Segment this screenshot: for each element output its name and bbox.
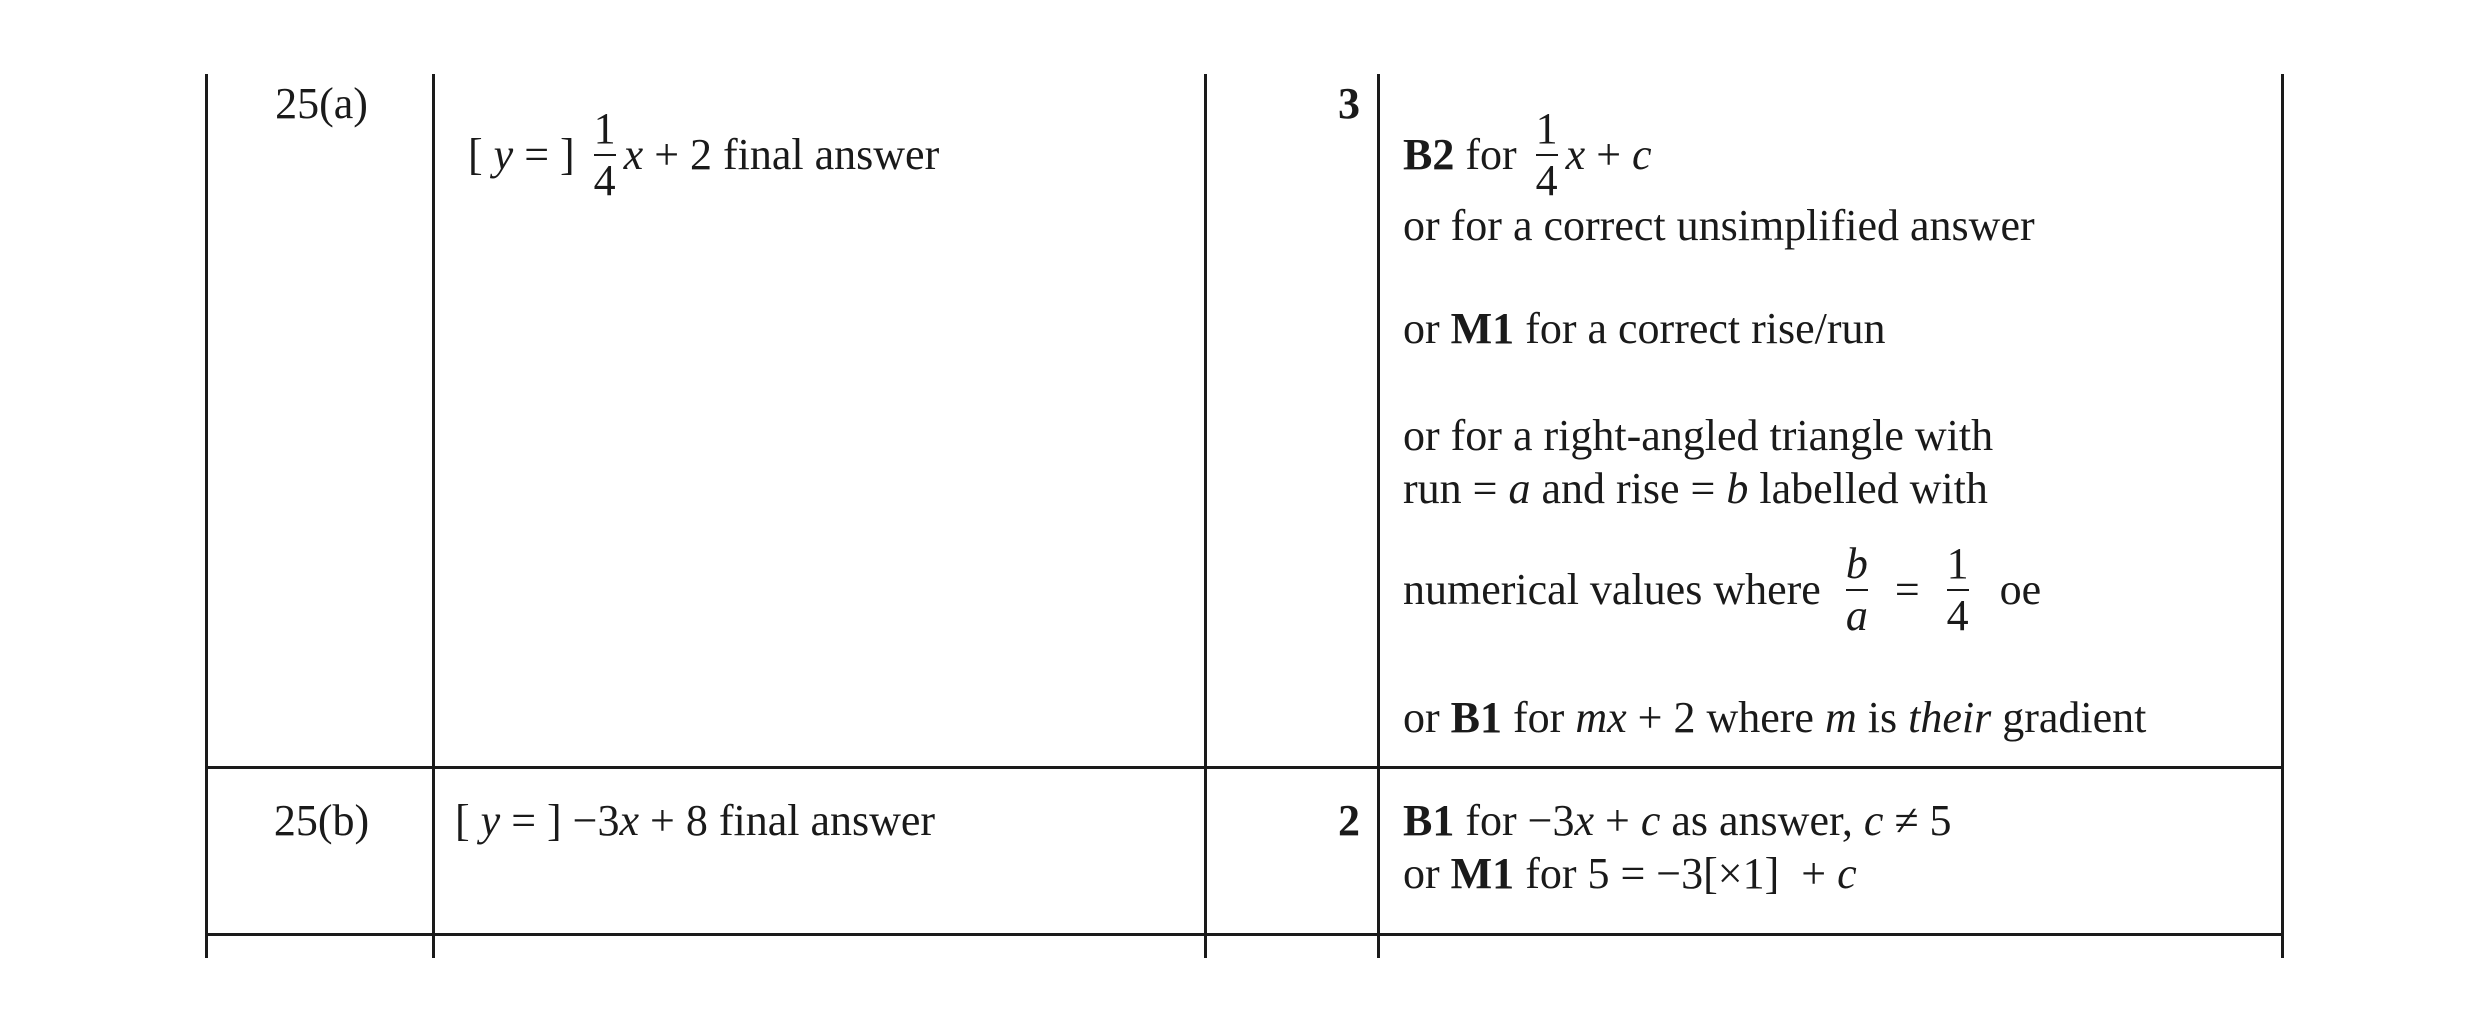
notes-text: or (1403, 693, 1451, 742)
notes-25a-line2: or for a correct unsimplified answer (1403, 201, 2035, 250)
notes-text: gradient (1991, 693, 2147, 742)
answer-fraction (594, 106, 616, 204)
answer-25a (468, 104, 940, 208)
notes-c: c (1632, 130, 1652, 180)
notes-text: as answer, (1660, 796, 1864, 845)
mark-code: B2 (1403, 130, 1455, 180)
notes-oe: oe (1999, 565, 2042, 615)
notes-c: c (1640, 796, 1661, 845)
notes-x: x (1565, 130, 1586, 180)
fraction-denominator: 4 (1946, 591, 1969, 640)
notes-text: for 5 = −3[×1] + (1514, 849, 1838, 898)
notes-text: for (1454, 130, 1528, 180)
notes-25a-line1 (1403, 104, 1652, 208)
answer-prefix: [ (455, 796, 481, 845)
table-divider-marks-notes (1377, 74, 1380, 958)
notes-x: x (1574, 796, 1595, 845)
marks-25a: 3 (1338, 79, 1360, 128)
answer-equals: = ] −3 (500, 796, 620, 845)
notes-text: numerical values where (1403, 565, 1821, 615)
fraction-numerator: b (1845, 539, 1868, 588)
notes-text: labelled with (1748, 464, 1988, 513)
notes-25a-line4: or for a right-angled triangle with (1403, 411, 1994, 460)
notes-25b-line2 (1403, 848, 1857, 900)
fraction-denominator: a (1845, 591, 1868, 640)
notes-m: m (1824, 693, 1857, 742)
row-divider-b-end (205, 933, 2284, 936)
notes-25a-line6 (1403, 539, 2042, 643)
notes-text: run = (1403, 464, 1509, 513)
notes-text: or (1403, 304, 1451, 353)
answer-suffix: + 8 final answer (639, 796, 936, 845)
notes-text: is (1856, 693, 1909, 742)
answer-suffix: + 2 final answer (643, 130, 940, 180)
answer-equals: = ] (513, 130, 575, 180)
notes-25a-line7 (1403, 692, 2146, 744)
answer-25b (455, 795, 935, 847)
answer-prefix: [ (468, 130, 494, 180)
notes-b: b (1726, 464, 1749, 513)
notes-fraction-b-over-a (1846, 541, 1868, 639)
notes-c: c (1863, 796, 1884, 845)
notes-c: c (1837, 849, 1857, 898)
notes-text: for (1502, 693, 1576, 742)
notes-text: and rise = (1530, 464, 1727, 513)
mark-code: B1 (1403, 796, 1455, 845)
notes-their: their (1908, 693, 1992, 742)
notes-text: + 2 where (1626, 693, 1825, 742)
notes-text: + (1594, 796, 1641, 845)
notes-text: ≠ 5 (1883, 796, 1952, 845)
marks-25b: 2 (1338, 796, 1360, 845)
notes-text: for −3 (1454, 796, 1575, 845)
row-divider-a-b (205, 766, 2284, 769)
fraction-denominator: 4 (593, 156, 616, 205)
answer-var: y (493, 130, 514, 180)
answer-x: x (619, 796, 639, 845)
notes-text: + (1585, 130, 1633, 180)
notes-mx: mx (1575, 693, 1627, 742)
question-number-25a: 25(a) (275, 79, 368, 128)
notes-text: for a correct rise/run (1514, 304, 1886, 353)
fraction-numerator: 1 (593, 104, 616, 153)
notes-25b-line1 (1403, 795, 1952, 847)
notes-fraction-one-quarter (1947, 541, 1969, 639)
answer-x: x (623, 130, 644, 180)
fraction-numerator: 1 (1946, 539, 1969, 588)
notes-25a-line3 (1403, 303, 1886, 355)
table-border-right (2281, 74, 2284, 958)
mark-code: B1 (1450, 693, 1503, 742)
notes-equals: = (1894, 565, 1920, 615)
fraction-denominator: 4 (1535, 156, 1558, 205)
notes-text: or (1403, 849, 1451, 898)
notes-a: a (1508, 464, 1531, 513)
answer-var: y (480, 796, 501, 845)
fraction-numerator: 1 (1535, 104, 1558, 153)
mark-code: M1 (1450, 849, 1515, 898)
mark-code: M1 (1450, 304, 1515, 353)
notes-fraction (1536, 106, 1558, 204)
notes-25a-line5 (1403, 463, 1988, 515)
table-divider-answer-marks (1204, 74, 1207, 958)
question-number-25b: 25(b) (273, 796, 370, 845)
